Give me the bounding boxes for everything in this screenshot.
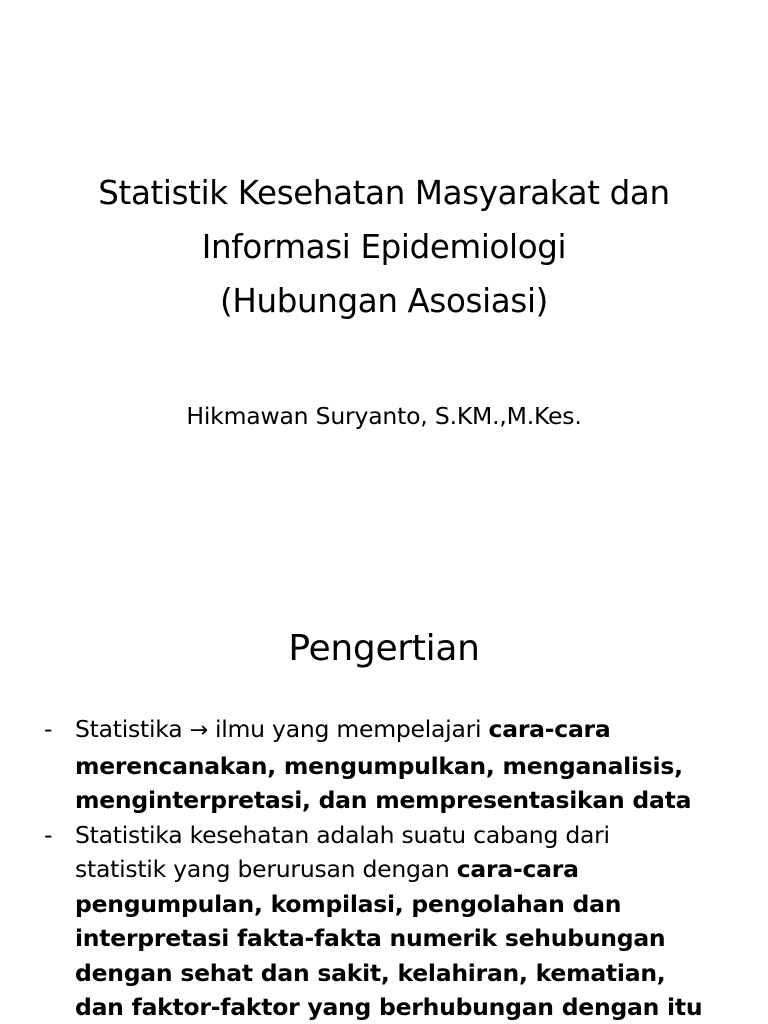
bullet-bold-line: merencanakan, mengumpulkan, menganalisis, <box>75 751 683 780</box>
bullet-line: Statistika kesehatan adalah suatu cabang dari <box>75 820 610 849</box>
bullet-line <box>75 852 748 887</box>
bullet-bold-line: dengan sehat dan sakit, kelahiran, kematian, <box>75 958 666 987</box>
bullet-bold-text: cara-cara <box>456 855 579 883</box>
title-line-2: Informasi Epidemiologi <box>201 228 567 266</box>
bullet-bold-line: pengumpulan, kompilasi, pengolahan dan <box>75 889 622 918</box>
bullet-bold-text: cara-cara <box>488 715 611 743</box>
author-name: Hikmawan Suryanto, S.KM.,M.Kes. <box>186 402 582 430</box>
bullet-bold-line: interpretasi fakta-fakta numerik sehubungan <box>75 924 666 952</box>
presentation-title <box>0 166 768 328</box>
content-slide <box>0 576 768 1024</box>
bullet-marker: - <box>44 715 53 743</box>
slide-heading: Pengertian <box>288 628 480 669</box>
title-line-3: (Hubungan Asosiasi) <box>220 282 548 320</box>
bullet-marker: - <box>44 820 53 849</box>
bullet-text: ilmu yang mempelajari <box>207 715 489 743</box>
bullet-bold-line: dan faktor-faktor yang berhubungan dengan itu <box>75 993 703 1021</box>
bullet-bold-line: menginterpretasi, dan mempresentasikan data <box>75 786 692 814</box>
right-arrow-icon: → <box>189 718 208 743</box>
bullet-item-statistika <box>0 712 768 818</box>
bullet-line <box>75 712 748 749</box>
bullet-list <box>0 712 768 1024</box>
bullet-text: statistik yang berurusan dengan <box>75 855 457 883</box>
bullet-text: Statistika <box>75 715 190 743</box>
title-line-1: Statistik Kesehatan Masyarakat dan <box>98 174 670 212</box>
bullet-item-statistika-kesehatan <box>0 818 768 1024</box>
